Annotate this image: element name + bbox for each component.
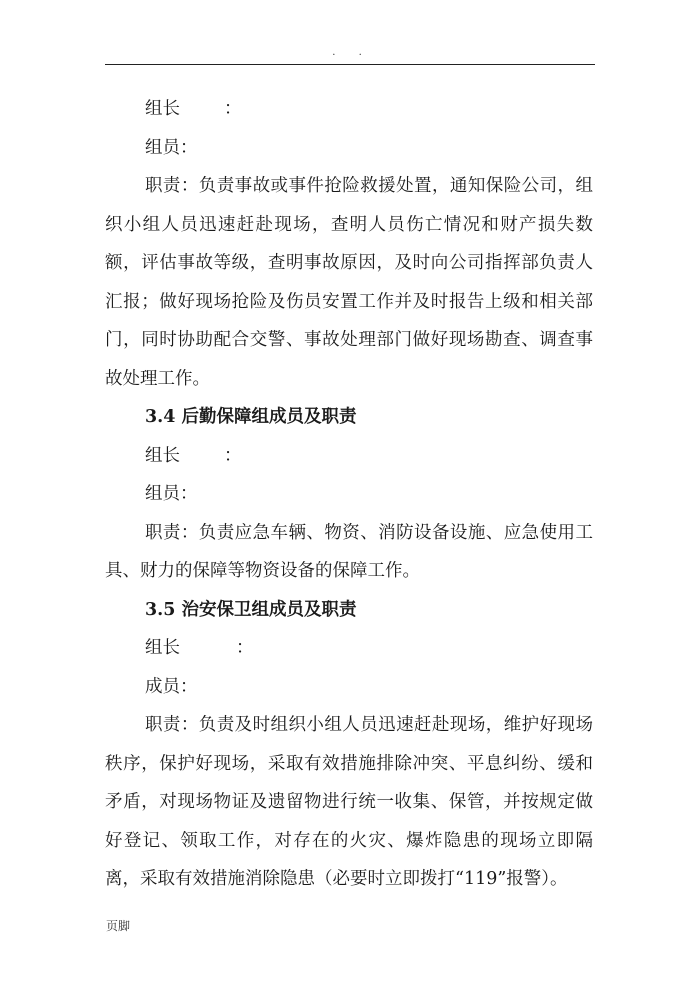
header-dots: . . [332, 47, 372, 58]
s34-heading: 3.4 后勤保障组成员及职责 [145, 407, 357, 427]
s34-leader-label: 组长 [145, 445, 180, 466]
s35-members-label: 成员： [145, 676, 198, 697]
s34-members-line [105, 475, 593, 514]
s33-leader-line [105, 90, 593, 129]
document-body [105, 90, 593, 899]
s33-members-label: 组员： [145, 137, 198, 158]
s35-leader-label: 组长 [145, 638, 180, 658]
s34-members-label: 组员： [145, 484, 198, 504]
header-rule [105, 64, 595, 65]
page-footer: 页脚 [106, 919, 131, 933]
s35-duty-paragraph: 职责：负责及时组织小组人员迅速赶赴现场，维护好现场秩序，保护好现场，采取有效措施排除冲突、平息纠纷、缓和矛盾，对现场物证及遗留物进行统一收集、保管，并按规定做好登记、领取工作，对存在的火灾、爆炸隐患的现场立即隔离，采取有效措施消除隐患（必要时立即拨打“119”报警）。 [105, 715, 593, 889]
s35-leader-colon: ： [236, 638, 254, 658]
s33-duty-paragraph: 职责：负责事故或事件抢险救援处置，通知保险公司，组织小组人员迅速赶赴现场，查明人员伤亡情况和财产损失数额，评估事故等级，查明事故原因，及时向公司指挥部负责人汇报；做好现场抢险及伤员安置工作并及时报告上级和相关部门，同时协助配合交警、事故处理部门做好现场勘查、调查事故处理工作。 [105, 176, 593, 389]
s33-leader-label: 组长 [145, 99, 180, 119]
s35-members-line [105, 668, 593, 707]
s34-leader-line [105, 437, 593, 476]
s35-leader-line [105, 629, 593, 668]
s33-members-line [105, 129, 593, 168]
s33-leader-colon: ： [224, 99, 242, 119]
s35-heading: 3.5 治安保卫组成员及职责 [145, 599, 357, 620]
s34-duty-paragraph: 职责：负责应急车辆、物资、消防设备设施、应急使用工具、财力的保障等物资设备的保障工作。 [105, 522, 593, 581]
s34-leader-colon: ： [224, 445, 242, 466]
